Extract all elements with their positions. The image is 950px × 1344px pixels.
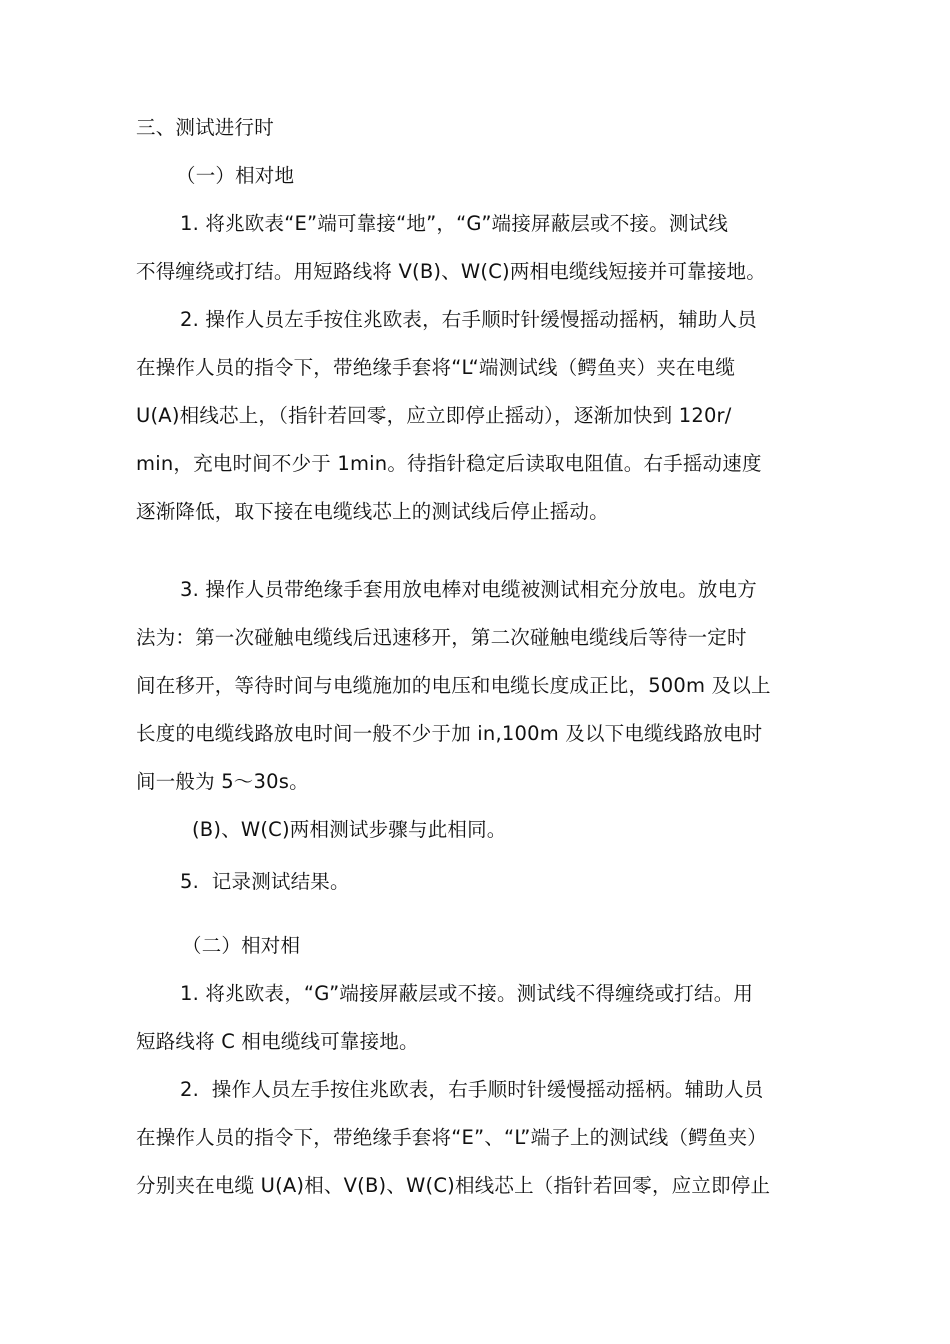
paragraph-line: 分别夹在电缆 U(A)相、V(B)、W(C)相线芯上（指针若回零，应立即停止	[136, 1174, 771, 1197]
paragraph-line: 2. 操作人员左手按住兆欧表，右手顺时针缓慢摇动摇柄，辅助人员	[180, 308, 758, 331]
paragraph-line: 长度的电缆线路放电时间一般不少于加 in,100m 及以下电缆线路放电时	[136, 722, 763, 745]
subsection-heading: （二）相对相	[182, 934, 301, 957]
paragraph-line: (B)、W(C)两相测试步骤与此相同。	[192, 818, 507, 841]
paragraph-line: 间一般为 5〜30s。	[136, 770, 309, 793]
paragraph-line: 间在移开，等待时间与电缆施加的电压和电缆长度成正比，500m 及以上	[136, 674, 771, 697]
paragraph-line: 不得缠绕或打结。用短路线将 V(B)、W(C)两相电缆线短接并可靠接地。	[136, 260, 766, 283]
paragraph-line: 逐渐降低，取下接在电缆线芯上的测试线后停止摇动。	[136, 500, 609, 523]
paragraph-line: 在操作人员的指令下，带绝缘手套将“L“端测试线（鳄鱼夹）夹在电缆	[136, 356, 736, 379]
paragraph-line: 1. 将兆欧表“E”端可靠接“地”，“G”端接屏蔽层或不接。测试线	[180, 212, 729, 235]
paragraph-line: 2. 操作人员左手按住兆欧表，右手顺时针缓慢摇动摇柄。辅助人员	[180, 1078, 764, 1101]
paragraph-line: min，充电时间不少于 1min。待指针稳定后读取电阻值。右手摇动速度	[136, 452, 762, 475]
paragraph-line: 短路线将 C 相电缆线可靠接地。	[136, 1030, 419, 1053]
paragraph-line: 在操作人员的指令下，带绝缘手套将“E”、“L”端子上的测试线（鳄鱼夹）	[136, 1126, 767, 1149]
paragraph-line: 3. 操作人员带绝缘手套用放电棒对电缆被测试相充分放电。放电方	[180, 578, 758, 601]
paragraph-line: 法为：第一次碰触电缆线后迅速移开，第二次碰触电缆线后等待一定时	[136, 626, 747, 649]
section-heading: 三、测试进行时	[136, 116, 274, 139]
paragraph-line: U(A)相线芯上，（指针若回零，应立即停止摇动），逐渐加快到 120r/	[136, 404, 732, 427]
paragraph-line: 5. 记录测试结果。	[180, 870, 350, 893]
subsection-heading: （一）相对地	[176, 164, 295, 187]
paragraph-line: 1. 将兆欧表，“G”端接屏蔽层或不接。测试线不得缠绕或打结。用	[180, 982, 754, 1005]
